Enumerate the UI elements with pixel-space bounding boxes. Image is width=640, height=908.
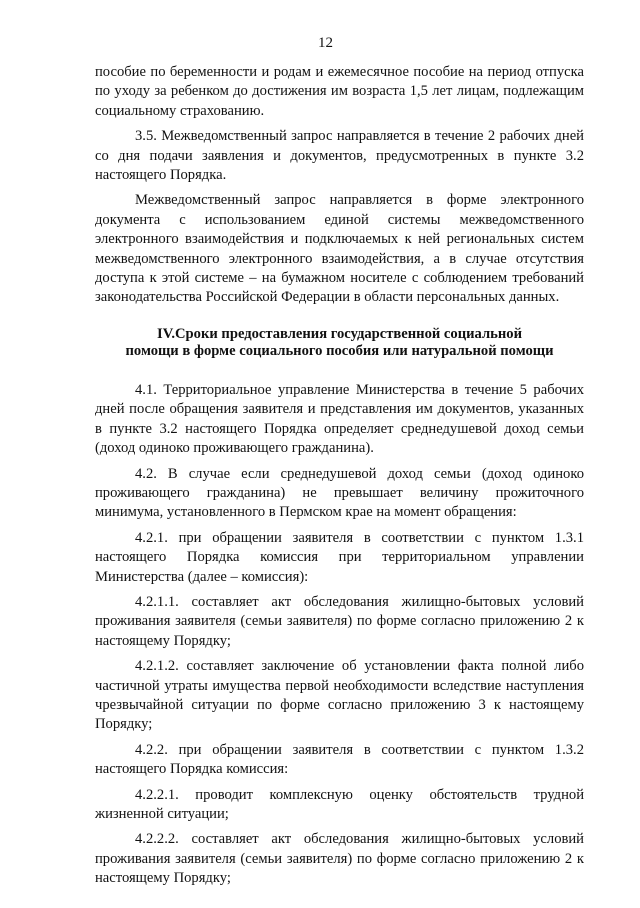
paragraph-4-1: 4.1. Территориальное управление Министерства в течение 5 рабочих дней после обращения заявителя и представления им документов, указанных в пункте 3.2 настоящего Порядка определяет среднедушевой доход семьи (доход одиноко проживающего гражданина). xyxy=(95,381,584,457)
paragraph-4-2-1-1: 4.2.1.1. составляет акт обследования жилищно-бытовых условий проживания заявителя (семьи заявителя) по форме согласно приложению 2 к настоящему Порядку; xyxy=(95,593,584,649)
section-heading-line-1: IV.Сроки предоставления государственной социальной xyxy=(157,325,522,342)
paragraph-interagency-request: Межведомственный запрос направляется в форме электронного документа с использованием единой системы межведомственного электронного взаимодействия и подключаемых к ней региональных систем межведомственного электронного взаимодействия, а в случае отсутствия доступа к этой системе – на бумажном носителе с соблюдением требований законодательства Российской Федерации в области персональных данных. xyxy=(95,192,584,306)
section-heading-line-2: помощи в форме социального пособия или натуральной помощи xyxy=(125,342,554,359)
page-number: 12 xyxy=(318,35,333,51)
paragraph-4-2-1: 4.2.1. при обращении заявителя в соответствии с пунктом 1.3.1 настоящего Порядка комиссия при территориальном управлении Министерства (далее – комиссия): xyxy=(95,529,584,585)
paragraph-4-2-1-2: 4.2.1.2. составляет заключение об установлении факта полной либо частичной утраты имущества первой необходимости вследствие наступления чрезвычайной ситуации по форме согласно приложению 3 к настоящему Порядку; xyxy=(95,658,584,733)
paragraph-4-2-2-2: 4.2.2.2. составляет акт обследования жилищно-бытовых условий проживания заявителя (семьи заявителя) по форме согласно приложению 2 к настоящему Порядку; xyxy=(95,831,584,887)
paragraph-continuation: пособие по беременности и родам и ежемесячное пособие на период отпуска по уходу за ребенком до достижения им возраста 1,5 лет лицам, подлежащим социальному страхованию. xyxy=(95,64,584,119)
paragraph-3-5: 3.5. Межведомственный запрос направляется в течение 2 рабочих дней со дня подачи заявления и документов, предусмотренных в пункте 3.2 настоящего Порядка. xyxy=(95,128,584,184)
paragraph-4-2: 4.2. В случае если среднедушевой доход семьи (доход одиноко проживающего гражданина) не превышает величину прожиточного минимума, установленного в Пермском крае на момент обращения: xyxy=(95,465,584,521)
section-heading xyxy=(95,326,584,360)
paragraph-4-2-2: 4.2.2. при обращении заявителя в соответствии с пунктом 1.3.2 настоящего Порядка комиссия: xyxy=(95,741,584,778)
paragraph-4-2-2-1: 4.2.2.1. проводит комплексную оценку обстоятельств трудной жизненной ситуации; xyxy=(95,786,584,822)
